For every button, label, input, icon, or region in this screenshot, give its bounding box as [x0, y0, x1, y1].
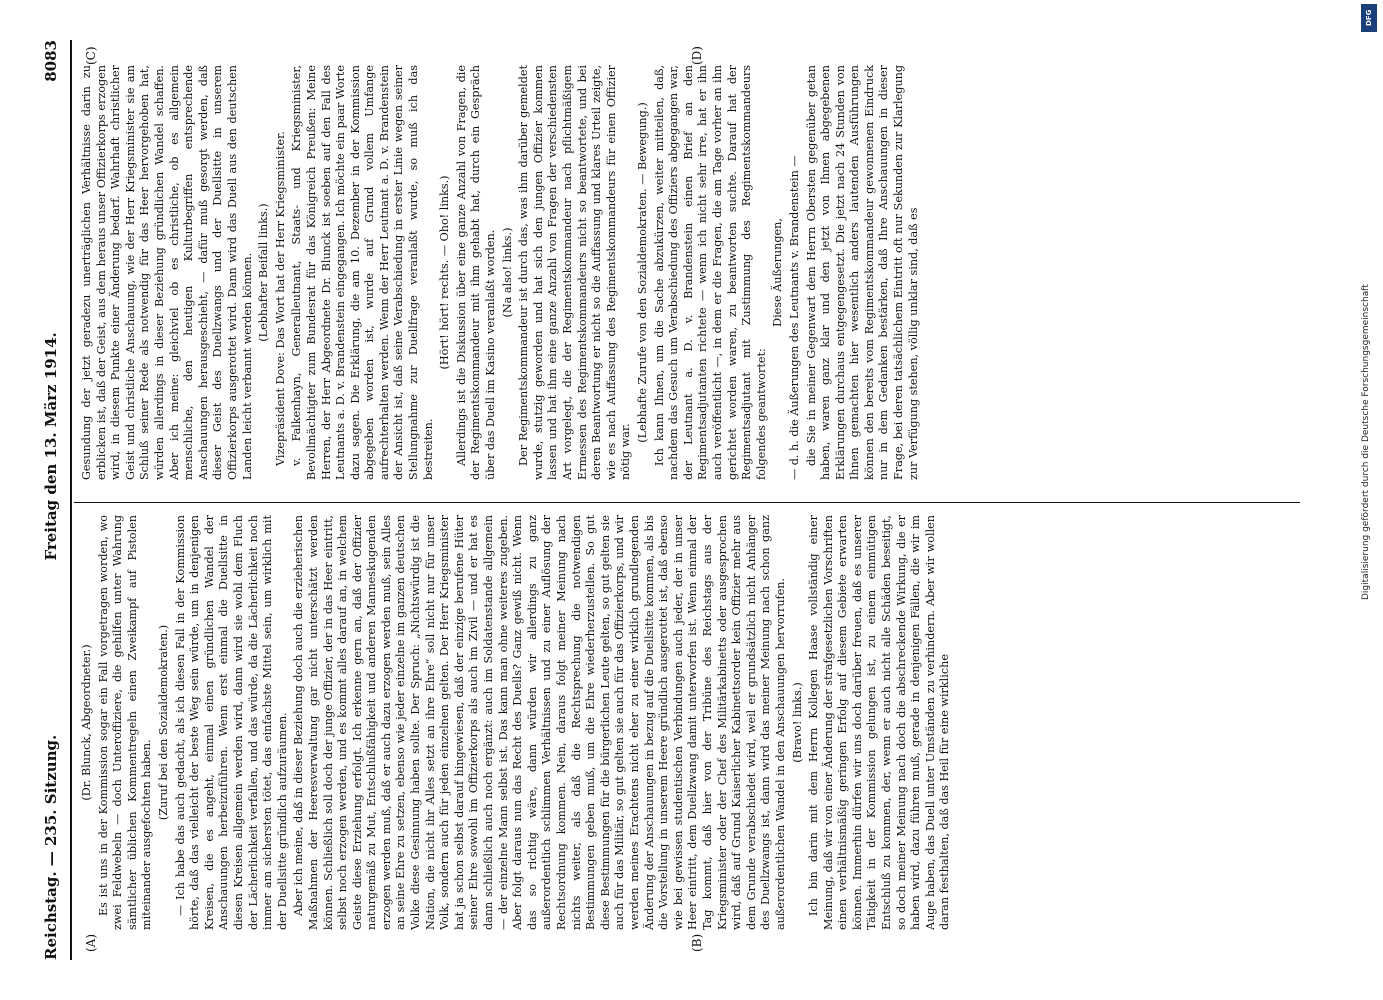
interjection: (Bravo! links.) [790, 682, 804, 763]
margin-marker-b: (B) [690, 933, 704, 952]
header-session: Reichstag. — 235. Sitzung. [42, 734, 60, 960]
quoted-paragraph: die Sie in meiner Gegenwart dem Herrn Obersten gegenüber getan haben, waren ganz klar und den jetzt von Ihnen abgegebenen Erklärungen durchaus entgegengesetzt. Die jetzt nach 24 Stunden von Ihnen gemachten hier wesentlich anders lautenden Ausführungen können den bereits vom Regimentskommandeur gewonnenen Eindruck nur in dem Gedanken bestärken, daß Ihre Anschauungen in dieser Frage, bei deren tatsächlichem Eintritt oft nur Sekunden zur Klarlegung zur Verfügung stehen, völlig unklar sind, daß es [804, 65, 920, 480]
interjection: (Lebhafter Beifall links.) [257, 203, 271, 342]
header-rule [70, 40, 72, 960]
speaker-note: (Dr. Blunck, Abgeordneter.) [80, 644, 93, 801]
interjection: (Lebhafte Zurufe von den Sozialdemokraten. — Bewegung.) [635, 102, 649, 443]
dfg-logo: DFG [1361, 4, 1377, 32]
paragraph: Ich kann Ihnen, um die Sache abzukürzen, weiter mitteilen, daß, nachdem das Gesuch um Verabschiedung des Offiziers abgegangen war, der Leutnant a. D. v. Brandenstein einen Brief an den Regimentsadjutanten richtete — wenn ich nicht sehr irre, hat er ihn auch veröffentlicht —, in dem er die Fragen, die am Tage vorher an ihn gerichtet worden waren, zu beantworten suchte. Darauf hat der Regimentsadjutant mit Zustimmung des Regimentskommandeurs folgendes geantwortet: [652, 65, 768, 480]
page-header [38, 40, 70, 960]
paragraph: Gesundung der jetzt geradezu unerträglichen Verhältnisse darin zu erblicken ist, daß der Geist, aus dem heraus unser Offizierkorps erzogen wird, in diesem Punkte einer Änderung bedarf. Wahrhaft christlicher Geist und christliche Anschauung, wie der Herr Kriegsminister sie am Schluß seiner Rede als notwendig für das Heer hervorgehoben hat, würden allerdings in dieser Beziehung gründlichen Wandel schaffen. Aber ich meine: gleichviel ob es christliche, ob es allgemein menschliche, den heutigen Kulturbegriffen entsprechende Anschauungen herausgeschieht, — dafür muß gesorgt werden, daß dieser Geist des Duellzwangs und der Duellsitte in unserem Offizierkorps ausgerottet wird. Dann wird das Duell aus den deutschen Landen leicht verbannt werden können. [80, 65, 254, 480]
margin-marker-a: (A) [84, 933, 98, 952]
right-column [80, 65, 1300, 480]
interjection: (Zuruf bei den Sozialdemokraten.) [156, 624, 170, 821]
interjection: (Na also! links.) [500, 227, 514, 318]
paragraph: Ich bin darin mit dem Herrn Kollegen Haase vollständig einer Meinung, daß wir von einer Änderung der strafgesetzlichen Vorschriften einen verhältnismäßig geringen Erfolg auf diesem Gebiete erwarten können. Immerhin dürfen wir uns doch darüber freuen, daß es unserer Tätigkeit in der Kommission gelungen ist, zu einem einmütigen Entschluß zu kommen, der, wenn er auch nicht alle Schäden beseitigt, so doch meiner Meinung nach doch die abschreckende Wirkung, die er haben wird, dazu führen muß, gerade in denjenigen Fällen, die wir im Auge haben, das Duell unter Umständen zu verhindern. Aber wir wollen daran festhalten, daß das Heil für eine wirkliche [807, 515, 952, 930]
paragraph: v. Falkenhayn, Generalleutnant, Staats- und Kriegsminister, Bevollmächtigter zum Bundesrat für das Königreich Preußen: Meine Herren, der Herr Abgeordnete Dr. Blunck ist soeben auf den Fall des Leutnants a. D. v. Brandenstein eingegangen. Ich möchte ein paar Worte dazu sagen. Die Erklärung, die am 10. Dezember in der Kommission abgegeben worden ist, wurde auf Grund vollem Umfange aufrechterhalten werden. Wenn der Herr Leutnant a. D. v. Brandenstein der Ansicht ist, daß seine Verabschiedung in erster Linie wegen seiner Stellungnahme zur Duellfrage veranlaßt wurde, so muß ich das bestreiten. [290, 65, 435, 480]
column-divider [74, 502, 1300, 503]
header-date [42, 40, 60, 561]
paragraph: Es ist uns in der Kommission sogar ein Fall vorgetragen worden, wo zwei Feldwebeln — doch Unteroffiziere, die gehilfen unter Wahrung sämtlicher üblichen Kommentregeln einen Zweikampf auf Pistolen miteinander ausgefochten haben. [96, 515, 154, 930]
page-number: 8083 [42, 40, 60, 82]
paragraph: — Ich habe das auch gedacht, als ich diesen Fall in der Kommission hörte, daß das vielleicht der beste Weg sein würde, um in denjenigen Kreisen, die es angeht, einmal einen gründlichen Wandel der Anschauungen herbeizuführen. Wenn erst einmal die Duellsitte in diesen Kreisen allgemein werden wird, dann wird sie wohl dem Fluch der Lächerlichkeit verfallen, und das würde, da die Lächerlichkeit noch immer am sichersten tötet, das einfachste Mittel sein, um wirklich mit der Duellsitte gründlich aufzuräumen. [173, 515, 289, 930]
paragraph: Vizepräsident Dove: Das Wort hat der Herr Kriegsminister. [273, 131, 287, 466]
header-date-text: Freitag den 13. März 1914. [42, 332, 60, 561]
digitization-sidebar [1355, 0, 1383, 1000]
paragraph: Aber ich meine, daß in dieser Beziehung doch auch die erzieherischen Maßnahmen der Heeresverwaltung gar nicht unterschätzt werden können. Schließlich soll doch der junge Offizier, der in das Heer eintritt, selbst noch erzogen werden, und es kommt alles darauf an, in welchem Geiste diese Erziehung erfolgt. Ich erkenne gern an, daß der Offizier naturgemäß zu Mut, Entschlußfähigkeit und anderen Manneskugenden erzogen werden muß, daß er auch dazu erzogen werden muß, sein Alles an seine Ehre zu setzen, ebenso wie jeder einzelne im ganzen deutschen Volke diese Gesinnung haben sollte. Der Spruch: „Nichtswürdig ist die Nation, die nicht ihr Alles setzt an ihre Ehre“ soll nicht nur für unser Volk, sondern auch für jeden einzelnen gelten. Der Herr Kriegsminister hat ja schon selbst darauf hingewiesen, daß der einzige berufene Hüter seiner Ehre sowohl im Offizierkorps als auch im Zivil — und er hat es dann schließlich auch noch ergänzt: auch im Soldatenstande allgemein — der einzelne Mann selbst ist. Das kann man ohne weiteres zugeben. Aber folgt daraus nun das Recht des Duells? Ganz gewiß nicht. Wenn das so richtig wäre, dann würden wir allerdings zu ganz außerordentlich schlimmen Verhältnissen und zu einer Auflösung der Rechtsordnung kommen. Nein, daraus folgt meiner Meinung nach nichts weiter, als daß die Rechtsprechung die notwendigen Bestimmungen geben muß, um die Ehre wiederherzustellen. So gut diese Bestimmungen für die bürgerlichen Leute gelten, so gut gelten sie auch für das Militär, so gut gelten sie auch für das Offizierkorps, und wir werden meines Erachtens nicht eher zu einer wirklich grundlegenden Änderung der Anschauungen in bezug auf die Duellsitte kommen, als bis die Vorstellung in unserem Heere gründlich ausgerottet ist, daß ebenso wie bei gewissen studentischen Verbindungen auch jeder, der in unser Heer eintritt, dem Duellzwang damit unterworfen ist. Wenn einmal der Tag kommt, daß hier von der Tribüne des Reichstags aus der Kriegsminister oder der Chef des Militärkabinetts oder ausgesprochen wird, daß auf Grund Kaiserlicher Kabinettsorder kein Offizier mehr aus dem Grunde verabschiedet wird, weil er grundsätzlich nicht Anhänger des Duellzwangs ist, dann wird das meiner Meinung nach schon ganz außerordentlichen Wandel in den Anschauungen hervorrufen. [292, 515, 787, 930]
margin-marker-d: (D) [690, 46, 704, 65]
paragraph: Der Regimentskommandeur ist durch das, was ihm darüber gemeldet wurde, stutzig geworden und hat sich den jungen Offizier kommen lassen und hat ihm eine ganze Anzahl von Fragen der verschiedensten Art vorgelegt, die der Regimentskommandeur nach pflichtmäßigem Ermessen des Regimentskommandeurs nicht so beantwortete, und bei deren Beantwortung er nicht so die Auffassung und klares Urteil zeigte, wie es nach Auffassung des Regimentskommandeurs für einen Offizier nötig war. [517, 65, 633, 480]
interjection: (Hört! hört! rechts. — Oho! links.) [438, 175, 452, 370]
quote-intro: Diese Äußerungen, [771, 218, 785, 327]
digitization-credit: Digitalisierung gefördert durch die Deutsche Forschungsgemeinschaft [1361, 284, 1371, 600]
quote-aside: — d. h. die Äußerungen des Leutnants v. Brandenstein — [787, 155, 801, 480]
left-column [80, 515, 1300, 930]
paragraph: Allerdings ist die Diskussion über eine ganze Anzahl von Fragen, die der Regimentskommandeur mit ihm gehabt hat, durch ein Gespräch über das Duell im Kasino veranlaßt worden. [454, 65, 498, 480]
margin-marker-c: (C) [84, 46, 98, 65]
